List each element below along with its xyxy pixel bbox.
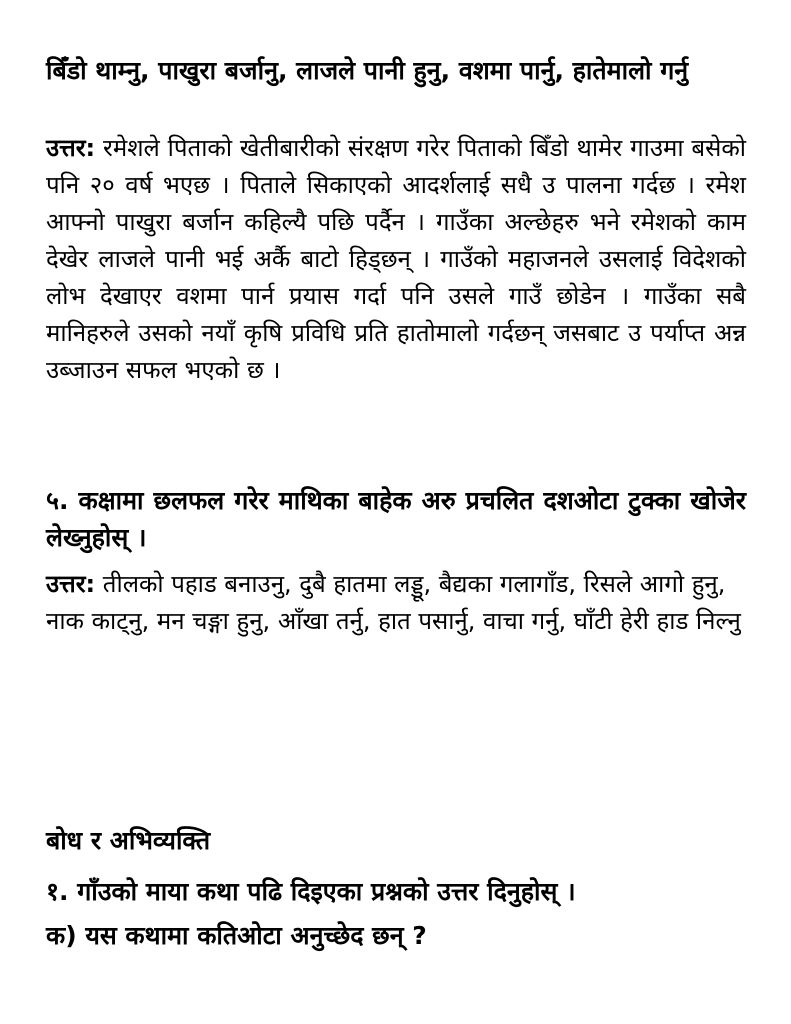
question-5: ५. कक्षामा छलफल गरेर माथिका बाहेक अरु प्रचलित दशओटा टुक्का खोजेर लेख्नुहोस् । (46, 486, 746, 552)
answer-label: उत्तर: (46, 134, 96, 162)
idioms-heading: बिँडो थाम्नु, पाखुरा बर्जानु, लाजले पानी हुनु, वशमा पार्नु, हातेमालो गर्नु (46, 56, 689, 85)
section-title: बोध र अभिव्यक्ति (46, 826, 211, 855)
answer-text: तीलको पहाड बनाउनु, दुबै हातमा लड्डू, बैद्यका गलागाँड, रिसले आगो हुनु, नाक काट्नु, मन चङ्गा हुनु, आँखा तर्नु, हात पसार्नु, वाचा गर्नु, घाँटी हेरी हाड निल्नु (46, 570, 741, 635)
question-ka: क) यस कथामा कतिओटा अनुच्छेद छन् ? (46, 921, 427, 950)
answer-label: उत्तर: (46, 570, 96, 598)
answer-text: रमेशले पिताको खेतीबारीको संरक्षण गरेर पिताको बिँडो थामेर गाउमा बसेको पनि २० वर्ष भएछ । पिताले सिकाएको आदर्शलाई सधै उ पालना गर्दछ । रमेश आफ्नो पाखुरा बर्जान कहिल्यै पछि पर्दैन । गाउँका अल्छेहरु भने रमेशको काम देखेर लाजले पानी भई अर्कै बाटो हिड्छन् । गाउँको महाजनले उसलाई विदेशको लोभ देखाएर वशमा पार्न प्रयास गर्दा पनि उसले गाउँ छोडेन । गाउँका सबै मानिहरुले उसको नयाँ कृषि प्रविधि प्रति हातोमालो गर्दछन् जसबाट उ पर्याप्त अन्न उब्जाउन सफल भएको छ । (46, 134, 746, 384)
question-5-answer-paragraph (46, 566, 746, 640)
question-1: १. गाँउको माया कथा पढि दिइएका प्रश्नको उत्तर दिनुहोस् । (46, 877, 576, 906)
idioms-answer-paragraph (46, 130, 746, 389)
